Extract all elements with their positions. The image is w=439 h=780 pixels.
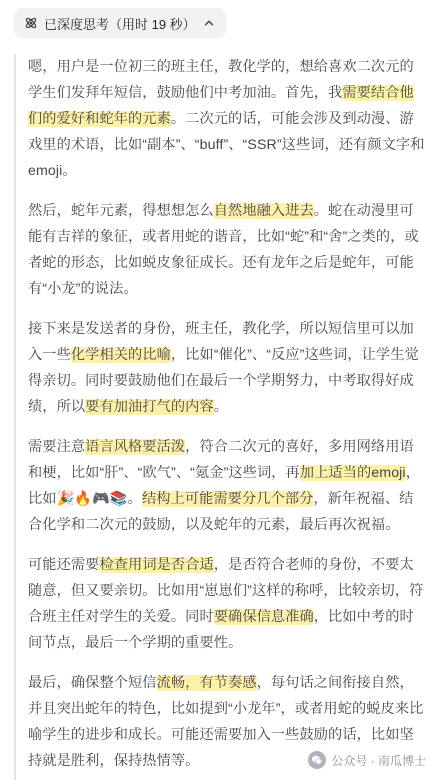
highlighted-phrase: 化学相关的比喻	[70, 347, 171, 363]
thinking-status-text: 已深度思考（用时 19 秒）	[44, 16, 196, 32]
highlighted-phrase: 加上适当的emoji	[299, 465, 406, 481]
thought-paragraph	[28, 434, 427, 538]
highlighted-phrase: 自然地融入进去	[213, 203, 314, 219]
paragraph-text: 嗯，用户是一位初三的班主任，教化学的，想给喜欢二次元的学生们发拜年短信，鼓励他们中考加油。首先，我	[28, 59, 414, 101]
paragraph-text: ，新年祝福、结合化学和二次元的鼓励，以及蛇年的元素，最后再次祝福。	[28, 491, 414, 533]
highlighted-phrase: 结构上可能需要分几个部分	[141, 491, 314, 507]
highlighted-phrase: 流畅，有节奏感	[156, 675, 257, 691]
paragraph-text: ，符合二次元的喜好，多用网络用语和梗，比如“肝”、“欧气”、“氪金”这些词，再	[28, 439, 414, 481]
wechat-icon	[308, 751, 326, 769]
paragraph-text: 然后，蛇年元素，得想想怎么	[28, 203, 214, 219]
highlighted-phrase: 需要结合他们的爱好和蛇年的元素	[28, 85, 414, 127]
highlighted-phrase: 检查用词是否合适	[99, 557, 214, 573]
watermark	[305, 750, 429, 770]
highlighted-phrase: 要确保信息准确	[213, 609, 314, 625]
atom-icon	[24, 16, 38, 30]
chevron-up-icon	[204, 18, 214, 28]
deep-thinking-toggle[interactable]	[14, 8, 226, 38]
paragraph-text: ，比如“催化”、“反应”这些词，让学生觉得亲切。同时要鼓励他们在最后一个学期努力，中考取得好成绩，所以	[28, 347, 419, 415]
thought-paragraph	[28, 552, 427, 656]
paragraph-text: 可能还需要	[28, 557, 100, 573]
highlighted-phrase: 要有加油打气的内容	[85, 399, 214, 415]
paragraph-text: ，比如🎉🔥🎮📚。	[28, 465, 420, 507]
paragraph-text: ，每句话之间衔接自然，并且突出蛇年的特色，比如提到“小龙年”，或者用蛇的蜕皮来比喻学生的进步和成长。可能还需要加入一些鼓励的话，比如坚持就是胜利，保持热情等。	[28, 675, 424, 769]
paragraph-text: 。蛇在动漫里可能有吉祥的象征，或者用蛇的谐音，比如“蛇”和“舍”之类的，或者蛇的形态，比如蜕皮象征成长。还有龙年之后是蛇年，可能有“小龙”的说法。	[28, 203, 419, 297]
highlighted-phrase: 语言风格要活泼	[85, 439, 186, 455]
thought-paragraph	[28, 198, 427, 302]
paragraph-text: 。二次元的话，可能会涉及到动漫、游戏里的术语，比如“副本”、“buff”、“SSR”这些词，还有颜文字和emoji。	[28, 111, 425, 179]
paragraph-text: ，比如中考的时间节点，最后一个学期的重要性。	[28, 609, 414, 651]
thought-paragraph	[28, 316, 427, 420]
paragraph-text: 。	[213, 399, 229, 415]
paragraph-text: 最后，确保整个短信	[28, 675, 157, 691]
watermark-text: 公众号 · 南瓜博士	[331, 753, 426, 768]
paragraph-text: ，是否符合老师的身份，不要太随意，但又要亲切。比如用“崽崽们”这样的称呼，比较亲切，符合班主任对学生的关爱。同时	[28, 557, 424, 625]
thought-paragraph	[28, 54, 427, 184]
paragraph-text: 需要注意	[28, 439, 86, 455]
paragraph-text: 接下来是发送者的身份，班主任，教化学，所以短信里可以加入一些	[28, 321, 414, 363]
thinking-content	[14, 54, 439, 780]
